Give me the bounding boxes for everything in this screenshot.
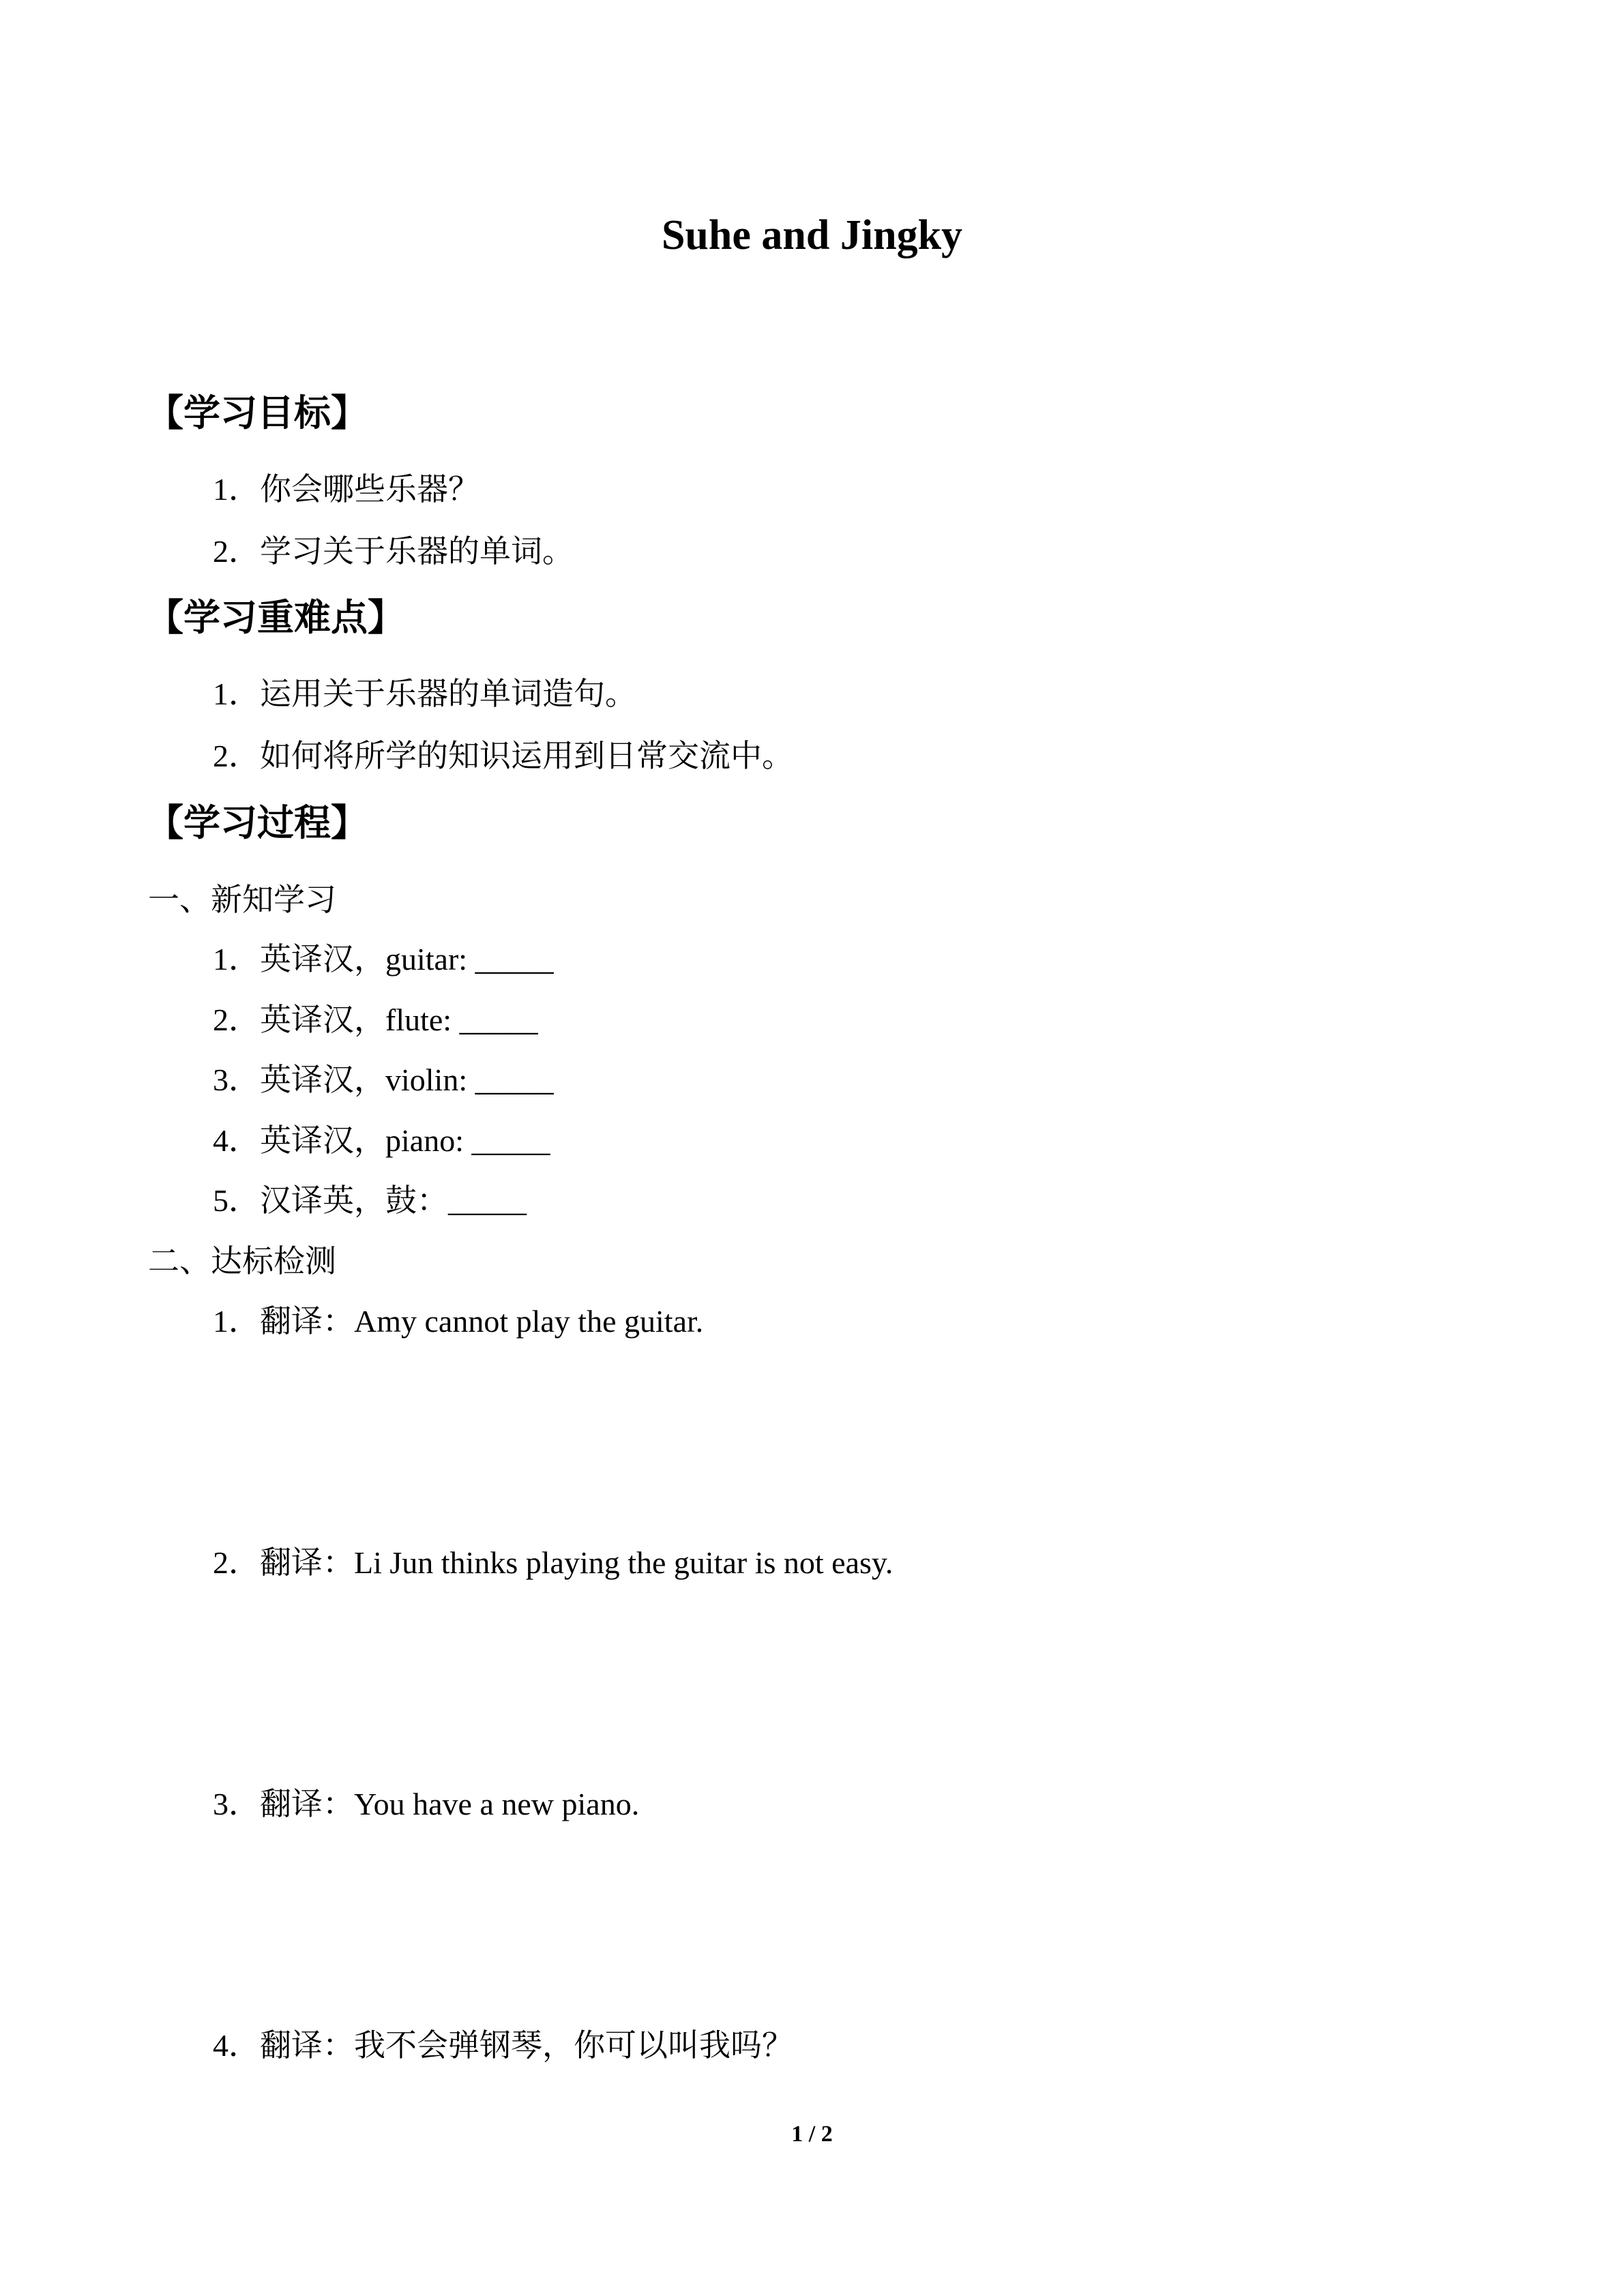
page-number: 1 / 2 <box>791 2121 833 2147</box>
subsection-label-new-knowledge: 一、新知学习 <box>148 882 336 917</box>
section-heading-key-points: 【学习重难点】 <box>147 596 404 639</box>
translation-item: 3．翻译：You have a new piano. <box>213 1787 640 1821</box>
goal-item: 1．你会哪些乐器？ <box>213 472 479 507</box>
translation-item: 2．翻译：Li Jun thinks playing the guitar is not easy. <box>213 1545 894 1580</box>
key-point-item: 2．如何将所学的知识运用到日常交流中。 <box>213 739 793 773</box>
exercise-item: 1．英译汉，guitar: _____ <box>213 942 554 976</box>
document-title: Suhe and Jingky <box>661 212 963 258</box>
goal-item: 2．学习关于乐器的单词。 <box>213 534 574 569</box>
exercise-item: 3．英译汉，violin: _____ <box>213 1062 554 1097</box>
key-point-item: 1．运用关于乐器的单词造句。 <box>213 676 636 711</box>
section-heading-goals: 【学习目标】 <box>147 391 368 434</box>
exercise-item: 5．汉译英，鼓：_____ <box>213 1183 527 1218</box>
section-heading-process: 【学习过程】 <box>147 801 368 844</box>
subsection-label-assessment: 二、达标检测 <box>148 1244 336 1279</box>
translation-item: 4．翻译：我不会弹钢琴，你可以叫我吗？ <box>213 2028 793 2063</box>
translation-item: 1．翻译：Amy cannot play the guitar. <box>213 1304 704 1339</box>
exercise-item: 4．英译汉，piano: _____ <box>213 1123 550 1158</box>
exercise-item: 2．英译汉，flute: _____ <box>213 1002 538 1037</box>
